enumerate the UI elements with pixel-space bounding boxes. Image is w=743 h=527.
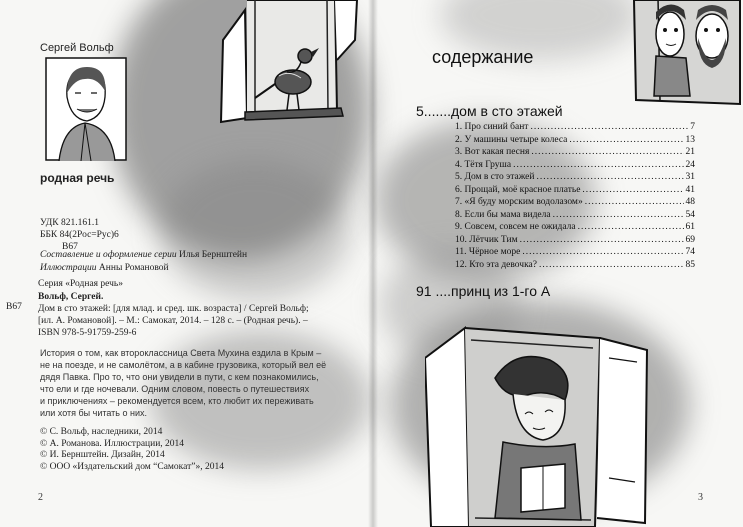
copyright-line: © А. Романова. Иллюстрации, 2014 <box>40 438 185 449</box>
toc-leader <box>522 247 683 257</box>
toc-entry[interactable] <box>455 122 695 132</box>
annotation-line: История о том, как второклассница Света Мухина ездила в Крым – <box>40 348 322 358</box>
catalog-code: В67 <box>6 302 22 312</box>
isbn-line: ISBN 978-5-91759-259-6 <box>38 328 137 338</box>
toc-leader <box>569 135 683 145</box>
toc-page: 24 <box>685 159 695 170</box>
toc-page: 69 <box>685 234 695 245</box>
section-heading: 91 ....принц из 1-го А <box>416 283 551 299</box>
contents-heading: содержание <box>432 47 534 67</box>
toc-page: 41 <box>685 184 695 195</box>
toc-title: 7. «Я буду морским водолазом» <box>455 197 583 207</box>
toc-title: 6. Прощай, моё красное платье <box>455 184 581 195</box>
toc-page: 31 <box>685 172 695 182</box>
bbk-code: В67 <box>62 242 78 252</box>
toc-entry[interactable] <box>455 135 695 145</box>
toc-leader <box>578 222 684 232</box>
toc-page: 13 <box>685 134 695 145</box>
book-title: родная речь <box>40 171 115 185</box>
bbk-line: ББК 84(2Рос=Рус)6 <box>40 230 119 240</box>
annotation-line: что ели и где ночевали. Одним словом, повесть о путешествиях <box>40 384 310 394</box>
copyright-line: © ООО «Издательский дом “Самокат”», 2014 <box>40 461 224 472</box>
catalog-author: Вольф, Сергей. <box>38 292 104 302</box>
bird-window-illustration <box>215 0 365 125</box>
toc-page: 7 <box>690 122 695 132</box>
annotation-line: и приключениях – рекомендуется всем, кто любит их переживать <box>40 396 314 406</box>
toc-entry[interactable] <box>455 147 695 157</box>
author-name: Сергей Вольф <box>40 42 114 54</box>
annotation-line: или хотя бы читать о них. <box>40 408 147 418</box>
udk-line: УДК 821.161.1 <box>40 218 99 228</box>
right-page-number: 3 <box>698 492 703 503</box>
toc-entry[interactable] <box>455 197 695 207</box>
left-page-number: 2 <box>38 492 43 503</box>
catalog-line: [ил. А. Романовой]. – М.: Самокат, 2014. – 128 с. – (Родная речь). – <box>38 316 308 326</box>
toc-title: 11. Чёрное море <box>455 247 521 257</box>
copyright-block <box>40 427 224 473</box>
toc-leader <box>553 210 684 220</box>
toc-title: 2. У машины четыре колеса <box>455 134 568 145</box>
credit-design-label: Составление и оформление серии <box>40 250 177 260</box>
classification-block <box>40 217 119 253</box>
copyright-line: © И. Бернштейн. Дизайн, 2014 <box>40 450 165 460</box>
toc-entry[interactable] <box>455 247 695 257</box>
toc-leader <box>531 147 683 157</box>
toc-entry[interactable] <box>455 222 695 232</box>
toc-title: 8. Если бы мама видела <box>455 209 551 220</box>
toc-title: 1. Про синий бант <box>455 122 529 132</box>
annotation-line: не на поезде, и не самолётом, а в кабине грузовика, который вел её <box>40 360 327 370</box>
annotation-line: дядя Павка. Про то, что они увидели в пути, с кем познакомились, <box>40 372 319 382</box>
faces-window-illustration <box>630 0 743 108</box>
credit-illustrations <box>40 262 247 275</box>
toc-entry[interactable] <box>455 172 695 182</box>
toc-leader <box>539 260 684 270</box>
toc-page: 54 <box>685 209 695 220</box>
toc-page: 61 <box>685 222 695 232</box>
toc-leader <box>530 122 688 132</box>
credit-illustrations-label: Иллюстрации <box>40 262 97 273</box>
credit-design-name: Илья Бернштейн <box>179 250 248 260</box>
toc-title: 9. Совсем, совсем не ожидала <box>455 222 576 232</box>
toc-title: 10. Лётчик Тим <box>455 234 518 245</box>
toc-entry[interactable] <box>455 185 695 195</box>
boy-window-illustration <box>425 318 655 527</box>
toc-entry[interactable] <box>455 235 695 245</box>
toc-entry[interactable] <box>455 260 695 270</box>
toc-title: 3. Вот какая песня <box>455 147 530 157</box>
credits-block <box>40 249 247 274</box>
toc-leader <box>520 235 684 245</box>
book-gutter <box>368 0 378 527</box>
credit-illustrations-name: Анны Романовой <box>98 262 169 273</box>
copyright-line: © С. Вольф, наследники, 2014 <box>40 427 163 437</box>
author-portrait <box>45 57 127 161</box>
toc-leader <box>585 197 684 207</box>
toc-leader <box>513 160 683 170</box>
toc-leader <box>536 172 683 182</box>
catalog-line: Дом в сто этажей: [для млад. и сред. шк. возраста] / Сергей Вольф; <box>38 304 309 314</box>
annotation-paragraph <box>40 347 360 419</box>
toc-title: 5. Дом в сто этажей <box>455 172 535 182</box>
series-line: Серия «Родная речь» <box>38 279 123 289</box>
toc-page: 21 <box>685 147 695 157</box>
toc-leader <box>582 185 683 195</box>
credit-design <box>40 249 247 262</box>
toc-title: 4. Тётя Груша <box>455 159 512 170</box>
toc-title: 12. Кто эта девочка? <box>455 259 537 270</box>
section-heading: 5.......дом в сто этажей <box>416 103 563 119</box>
catalog-entry <box>38 278 358 339</box>
toc-page: 85 <box>685 259 695 270</box>
toc-page: 74 <box>685 247 695 257</box>
toc-entry[interactable] <box>455 210 695 220</box>
toc-entry[interactable] <box>455 160 695 170</box>
toc-page: 48 <box>685 197 695 207</box>
